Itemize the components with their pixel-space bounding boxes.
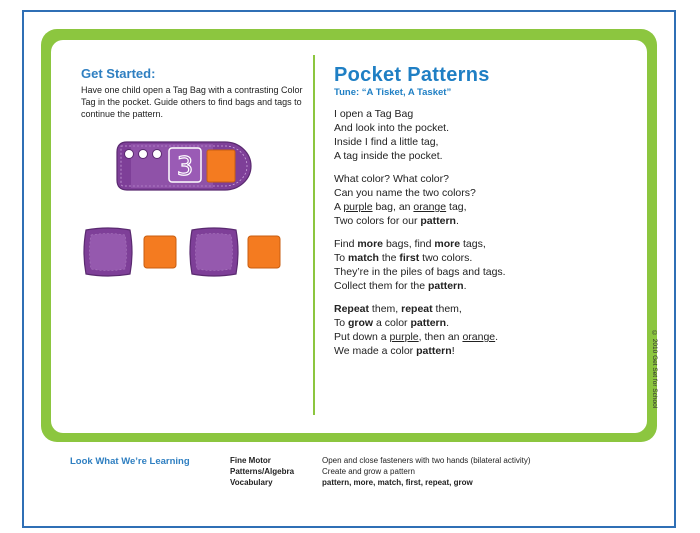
learning-row — [230, 455, 531, 466]
lyric-line: To grow a color pattern. — [334, 317, 449, 329]
learning-desc: Open and close fasteners with two hands (bilateral activity) — [322, 456, 531, 465]
learning-label: Vocabulary — [230, 478, 273, 487]
copyright-notice: © 2010 Get Set for School — [651, 330, 658, 409]
learning-row — [230, 477, 531, 488]
snap-3 — [153, 150, 162, 159]
orange-tag-1 — [144, 236, 176, 268]
purple-bag-2 — [190, 228, 238, 276]
lyric-line: Repeat them, repeat them, — [334, 303, 462, 315]
lyric-line: Two colors for our pattern. — [334, 215, 459, 227]
song-tune: Tune: “A Tisket, A Tasket” — [334, 87, 452, 98]
lyric-line: Find more bags, find more tags, — [334, 238, 486, 250]
learning-label: Fine Motor — [230, 456, 271, 465]
lyric-line: Inside I find a little tag, — [334, 136, 439, 148]
learning-desc: Create and grow a pattern — [322, 467, 415, 476]
lyric-line: And look into the pocket. — [334, 122, 449, 134]
snap-2 — [139, 150, 148, 159]
stanza-2 — [334, 172, 614, 228]
lyric-line: A purple bag, an orange tag, — [334, 201, 467, 213]
lyric-line: We made a color pattern! — [334, 345, 455, 357]
column-divider — [313, 55, 315, 415]
learning-table — [230, 455, 531, 488]
stanza-1 — [334, 107, 614, 163]
get-started-heading: Get Started: — [81, 66, 156, 81]
stanza-3 — [334, 237, 614, 293]
stanza-4 — [334, 302, 614, 358]
snap-1 — [125, 150, 134, 159]
lyric-line: To match the first two colors. — [334, 252, 473, 264]
learning-label: Patterns/Algebra — [230, 467, 295, 476]
purple-bag-1 — [84, 228, 132, 276]
song-title: Pocket Patterns — [334, 64, 490, 86]
orange-tag-in-pocket — [207, 150, 235, 182]
lyric-line: A tag inside the pocket. — [334, 150, 443, 162]
lyric-line: Put down a purple, then an orange. — [334, 331, 499, 343]
song-lyrics — [334, 107, 614, 367]
lyric-line: I open a Tag Bag — [334, 108, 414, 120]
pattern-row-illustration — [82, 226, 282, 278]
tag-bag-illustration — [113, 138, 255, 194]
learning-row — [230, 466, 531, 477]
learning-heading: Look What We’re Learning — [70, 456, 190, 467]
lyric-line: Can you name the two colors? — [334, 187, 476, 199]
learning-desc: pattern, more, match, first, repeat, grow — [322, 478, 473, 487]
tag-number: 3 — [176, 152, 194, 182]
lyric-line: What color? What color? — [334, 173, 449, 185]
get-started-body: Have one child open a Tag Bag with a contrasting Color Tag in the pocket. Guide others to find bags and tags to continue the pattern. — [81, 85, 303, 119]
lyric-line: They’re in the piles of bags and tags. — [334, 266, 506, 278]
lyric-line: Collect them for the pattern. — [334, 280, 467, 292]
orange-tag-2 — [248, 236, 280, 268]
